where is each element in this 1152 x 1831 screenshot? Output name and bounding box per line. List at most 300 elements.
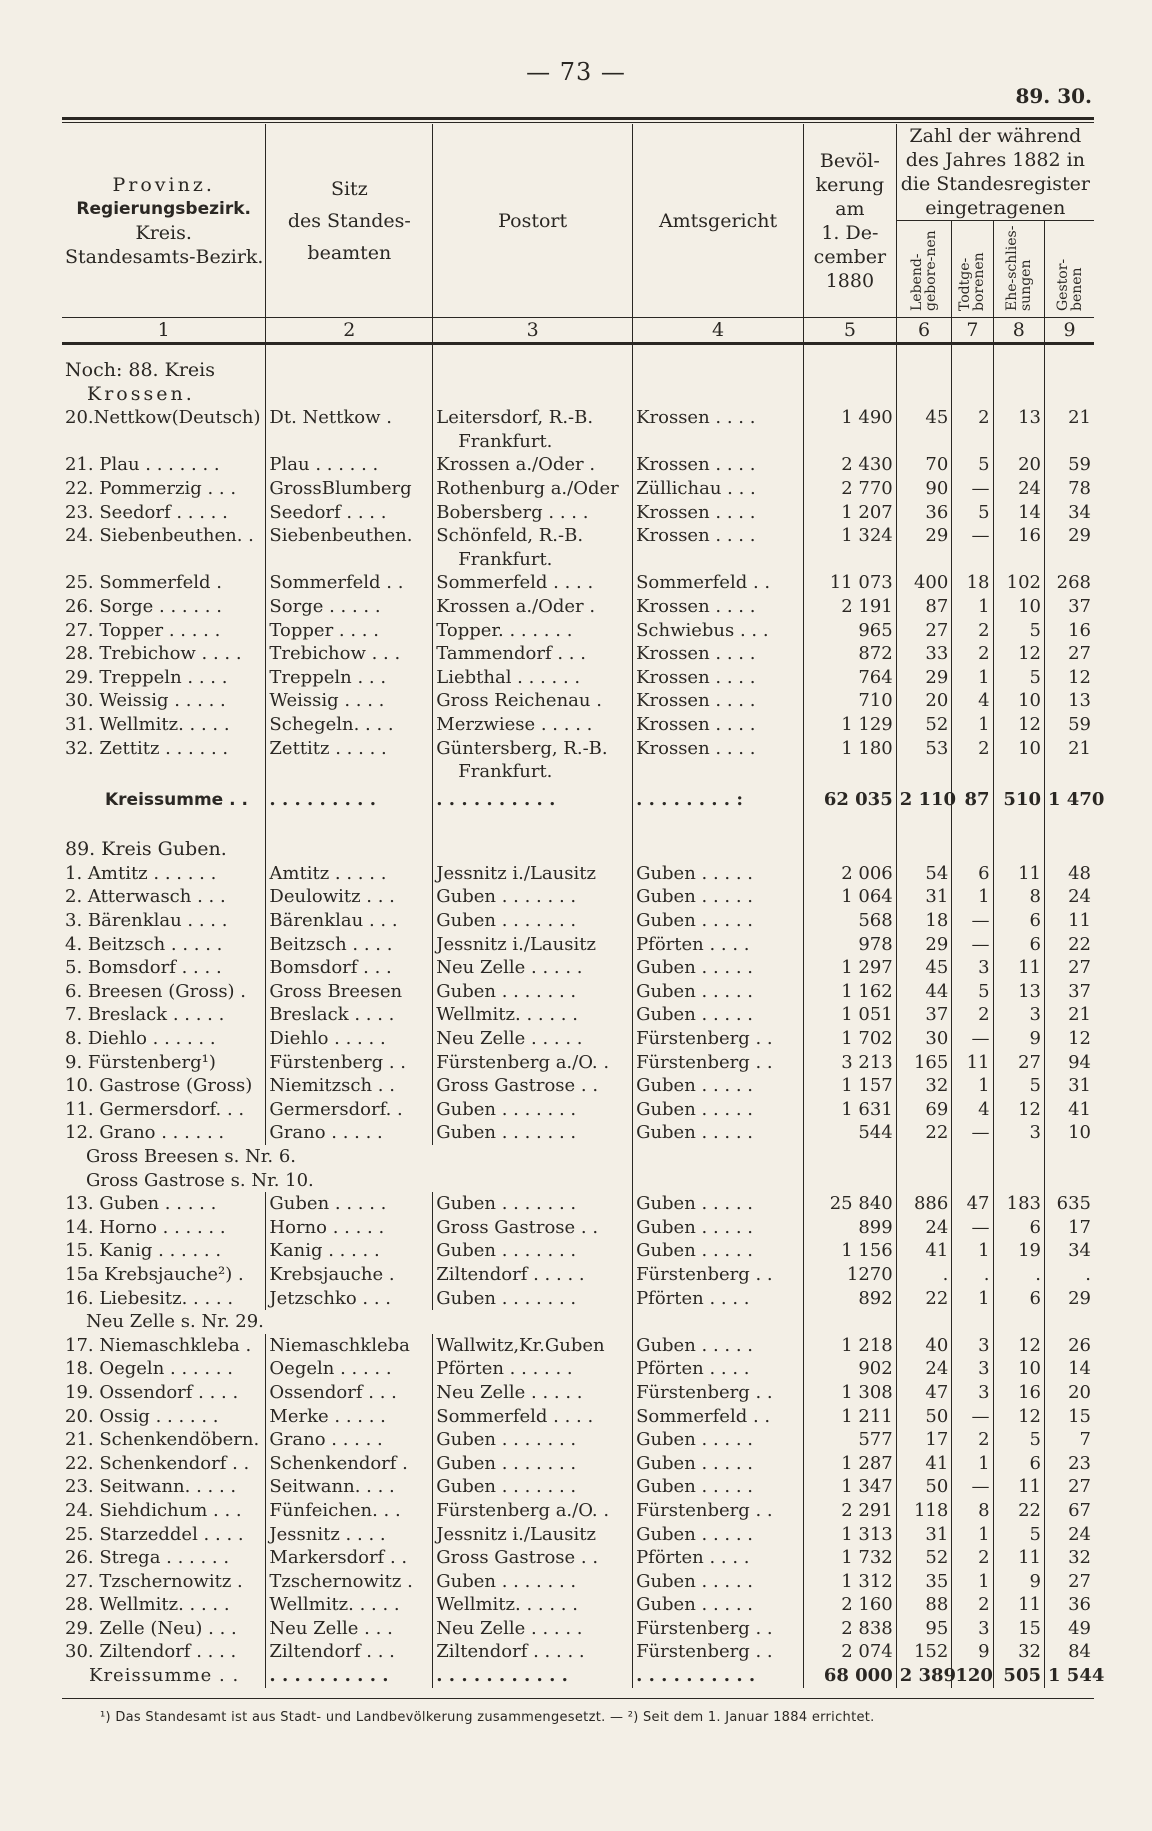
- marriages-cell: 12: [993, 713, 1044, 737]
- standesamt-name: 15a Krebsjauche²) .: [62, 1263, 266, 1287]
- marriages-cell: 102: [993, 571, 1044, 595]
- live-births-cell: 53: [896, 737, 952, 784]
- dot-leader: . . . . . . . . . .: [633, 1664, 804, 1688]
- sitz-cell: Dt. Nettkow .: [266, 406, 433, 453]
- deaths-cell: 17: [1068, 1216, 1091, 1238]
- header-bevoelkerung: Bevöl- kerung am 1. De- cember 1880: [804, 124, 897, 318]
- postort-text: Jessnitz i./Lausitz: [436, 1523, 596, 1545]
- postort-text: Guben . . . . . . .: [436, 1193, 577, 1215]
- live-births-cell: 95: [896, 1617, 952, 1641]
- postort-text: Neu Zelle . . . . .: [436, 957, 583, 979]
- table-row: [62, 689, 1094, 713]
- population-cell: 2 838: [804, 1617, 897, 1641]
- stillbirths-cell: 2: [952, 1003, 993, 1027]
- header-eheschliessungen: Ehe-schlies-sungen: [993, 221, 1044, 318]
- standesamt-name: 24. Siebenbeuthen. .: [62, 524, 266, 571]
- postort-cell: [433, 1098, 633, 1122]
- standesamt-name: 20.Nettkow(Deutsch): [62, 406, 266, 453]
- sitz-cell: Oegeln . . . . .: [266, 1357, 433, 1381]
- amtsgericht-cell: Guben . . . . .: [633, 1428, 804, 1452]
- standesamt-name: 26. Strega . . . . . .: [62, 1546, 266, 1570]
- stillbirths-cell: 1: [952, 1074, 993, 1098]
- table-row: [62, 737, 1094, 784]
- postort-text: Bobersberg . . . .: [436, 501, 589, 523]
- standesamt-name: 6. Breesen (Gross) .: [62, 980, 266, 1004]
- stillbirths-cell: 3: [952, 1357, 993, 1381]
- postort-cell: [433, 571, 633, 595]
- population-cell: 25 840: [804, 1192, 897, 1216]
- stillbirths-cell: 5: [952, 453, 993, 477]
- sitz-cell: Niemitzsch . .: [266, 1074, 433, 1098]
- table-row: [62, 1452, 1094, 1476]
- table-row: [62, 1499, 1094, 1523]
- postort-cell: [433, 1381, 633, 1405]
- amtsgericht-cell: Krossen . . . .: [633, 689, 804, 713]
- live-births-cell: 165: [896, 1051, 952, 1075]
- sitz-cell: Ziltendorf . . .: [266, 1640, 433, 1664]
- live-births-cell: 22: [896, 1121, 952, 1145]
- table-row: [62, 713, 1094, 737]
- sitz-cell: Weissig . . . .: [266, 689, 433, 713]
- standesamt-name: 30. Weissig . . . . .: [62, 689, 266, 713]
- marriages-cell: 12: [993, 1098, 1044, 1122]
- live-births-cell: 41: [896, 1239, 952, 1263]
- standesamt-name: 28. Wellmitz. . . . .: [62, 1593, 266, 1617]
- population-cell: 3 213: [804, 1051, 897, 1075]
- postort-text: Schönfeld, R.-B.: [436, 525, 584, 547]
- table-row: [62, 1428, 1094, 1452]
- empty-cell: [633, 812, 804, 824]
- marriages-cell: 11: [993, 1475, 1044, 1499]
- dot-leader: . . . . . . . . . .: [266, 1664, 433, 1688]
- sitz-cell: Grano . . . . .: [266, 1121, 433, 1145]
- standesamt-name: 31. Wellmitz. . . . .: [62, 713, 266, 737]
- population-cell: 544: [804, 1121, 897, 1145]
- table-row: [62, 1051, 1094, 1075]
- marriages-cell: 10: [993, 1357, 1044, 1381]
- sitz-cell: Trebichow . . .: [266, 642, 433, 666]
- live-births-cell: 69: [896, 1098, 952, 1122]
- postort-text: Guben . . . . . . .: [436, 1476, 577, 1498]
- marriages-cell: 12: [993, 1334, 1044, 1358]
- stillbirths-cell: —: [952, 477, 993, 501]
- sitz-cell: Krebsjauche .: [266, 1263, 433, 1287]
- marriages-cell: 8: [993, 885, 1044, 909]
- postort-text: Guben . . . . . . .: [436, 1429, 577, 1451]
- standesamt-name: 14. Horno . . . . . .: [62, 1216, 266, 1240]
- population-cell: 2 160: [804, 1593, 897, 1617]
- marriages-cell: 13: [993, 406, 1044, 453]
- stillbirths-cell: —: [952, 909, 993, 933]
- dot-leader: . . . . . . . . :: [633, 784, 804, 813]
- stillbirths-cell: 8: [952, 1499, 993, 1523]
- sitz-cell: Zettitz . . . . .: [266, 737, 433, 784]
- section-header: [62, 824, 1094, 862]
- live-births-cell: 886: [896, 1192, 952, 1216]
- amtsgericht-cell: Krossen . . . .: [633, 666, 804, 690]
- marriages-cell: 11: [993, 862, 1044, 886]
- stillbirths-cell: —: [952, 1027, 993, 1051]
- live-births-cell: 33: [896, 642, 952, 666]
- standesamt-name: 2. Atterwasch . . .: [62, 885, 266, 909]
- sitz-cell: Grano . . . . .: [266, 1428, 433, 1452]
- postort-cell: [433, 477, 633, 501]
- postort-cell: [433, 1452, 633, 1476]
- page-reference: 89. 30.: [1015, 84, 1092, 108]
- population-cell: 899: [804, 1216, 897, 1240]
- marriages-cell: 32: [993, 1640, 1044, 1664]
- empty-cell: [804, 824, 897, 862]
- header-lebendgeborene: Lebend-gebore-nen: [896, 221, 952, 318]
- standesamt-name: 27. Tzschernowitz .: [62, 1570, 266, 1594]
- deaths-cell: 94: [1068, 1051, 1091, 1073]
- empty-cell: [433, 1310, 633, 1334]
- table-row: [62, 501, 1094, 525]
- table-row: [62, 1263, 1094, 1287]
- standesamt-name: 3. Bärenklau . . . .: [62, 909, 266, 933]
- marriages-cell: 11: [993, 1593, 1044, 1617]
- table-row: [62, 1074, 1094, 1098]
- standesamt-name: 29. Zelle (Neu) . . .: [62, 1617, 266, 1641]
- postort-cell: [433, 862, 633, 886]
- postort-text: Fürstenberg a./O. .: [436, 1499, 610, 1521]
- sitz-cell: Sorge . . . . .: [266, 595, 433, 619]
- population-cell: 1 051: [804, 1003, 897, 1027]
- standesamt-name: 13. Guben . . . . .: [62, 1192, 266, 1216]
- deaths-cell: 36: [1068, 1594, 1091, 1616]
- section-title-text: 89. Kreis Guben.: [65, 838, 227, 861]
- population-cell: 11 073: [804, 571, 897, 595]
- population-cell: 1 297: [804, 956, 897, 980]
- postort-cell: [433, 1287, 633, 1311]
- standesamt-name: 21. Plau . . . . . . .: [62, 453, 266, 477]
- dot-leader: . . . . . . . . . .: [433, 784, 633, 813]
- sitz-cell: Merke . . . . .: [266, 1405, 433, 1429]
- table-row: [62, 1593, 1094, 1617]
- table-row: [62, 1334, 1094, 1358]
- deaths-cell: 21: [1068, 407, 1091, 429]
- live-births-cell: 31: [896, 885, 952, 909]
- postort-text: Gross Gastrose . .: [436, 1075, 599, 1097]
- empty-cell: [433, 824, 633, 862]
- table-row: [62, 1192, 1094, 1216]
- header-postort: Postort: [433, 124, 633, 318]
- column-number-row: 1 2 3 4 5 6 7 8 9: [62, 318, 1094, 344]
- postort-text: Fürstenberg a./O. .: [436, 1051, 610, 1073]
- marriages-cell: 24: [993, 477, 1044, 501]
- sum-live-births: 2 110: [896, 784, 952, 813]
- section-title: [62, 824, 266, 862]
- marriages-cell: 12: [993, 1405, 1044, 1429]
- postort-text: Wellmitz. . . . . .: [436, 1004, 578, 1026]
- standesamt-name: 20. Ossig . . . . . .: [62, 1405, 266, 1429]
- population-cell: 2 291: [804, 1499, 897, 1523]
- marriages-cell: 16: [993, 524, 1044, 571]
- postort-cell: [433, 1239, 633, 1263]
- standesamt-name: 21. Schenkendöbern.: [62, 1428, 266, 1452]
- population-cell: 1 064: [804, 885, 897, 909]
- amtsgericht-cell: Sommerfeld . .: [633, 1405, 804, 1429]
- standesamt-name: 16. Liebesitz. . . . .: [62, 1287, 266, 1311]
- live-births-cell: 29: [896, 666, 952, 690]
- deaths-cell: 13: [1068, 690, 1091, 712]
- postort-text: Jessnitz i./Lausitz: [436, 933, 596, 955]
- deaths-cell: 34: [1068, 501, 1091, 523]
- sitz-cell: Niemaschkleba: [266, 1334, 433, 1358]
- stillbirths-cell: —: [952, 1121, 993, 1145]
- stillbirths-cell: 4: [952, 1098, 993, 1122]
- sum-live-births: 2 389: [896, 1664, 952, 1688]
- empty-cell: [266, 812, 433, 824]
- live-births-cell: 47: [896, 1381, 952, 1405]
- population-cell: 1 211: [804, 1405, 897, 1429]
- table-row: [62, 980, 1094, 1004]
- live-births-cell: 37: [896, 1003, 952, 1027]
- live-births-cell: 18: [896, 909, 952, 933]
- table-row: [62, 1405, 1094, 1429]
- amtsgericht-cell: Guben . . . . .: [633, 1192, 804, 1216]
- standesamt-name: 12. Grano . . . . . .: [62, 1121, 266, 1145]
- sitz-cell: Breslack . . . .: [266, 1003, 433, 1027]
- deaths-cell: 24: [1068, 1523, 1091, 1545]
- stillbirths-cell: 47: [952, 1192, 993, 1216]
- population-cell: 2 074: [804, 1640, 897, 1664]
- kreissumme-row: [62, 784, 1094, 813]
- section-title-text: Noch: 88. Kreis: [65, 359, 215, 381]
- stillbirths-cell: 11: [952, 1051, 993, 1075]
- amtsgericht-cell: Guben . . . . .: [633, 956, 804, 980]
- population-cell: 568: [804, 909, 897, 933]
- header-amtsgericht: Amtsgericht: [633, 124, 804, 318]
- live-births-cell: 41: [896, 1452, 952, 1476]
- postort-cell: [433, 1546, 633, 1570]
- live-births-cell: 400: [896, 571, 952, 595]
- sitz-cell: Deulowitz . . .: [266, 885, 433, 909]
- live-births-cell: 36: [896, 501, 952, 525]
- empty-cell: [266, 344, 433, 407]
- amtsgericht-cell: Guben . . . . .: [633, 862, 804, 886]
- postort-cell: [433, 1428, 633, 1452]
- stillbirths-cell: —: [952, 1405, 993, 1429]
- standesamt-name: 5. Bomsdorf . . . .: [62, 956, 266, 980]
- postort-cell: [433, 1216, 633, 1240]
- kreissumme-label-text: Kreissumme . .: [105, 789, 248, 810]
- table-row: [62, 595, 1094, 619]
- empty-cell: [993, 344, 1044, 407]
- population-cell: 1 180: [804, 737, 897, 784]
- postort-text: Guben . . . . . . .: [436, 1570, 577, 1592]
- sitz-cell: Jessnitz . . . .: [266, 1523, 433, 1547]
- table-row: [62, 453, 1094, 477]
- sitz-cell: Markersdorf . .: [266, 1546, 433, 1570]
- sitz-cell: Neu Zelle . . .: [266, 1617, 433, 1641]
- table-row: [62, 1239, 1094, 1263]
- standesamt-name: 24. Siehdichum . . .: [62, 1499, 266, 1523]
- marriages-cell: 14: [993, 501, 1044, 525]
- standesamt-name: 26. Sorge . . . . . .: [62, 595, 266, 619]
- empty-cell: [804, 344, 897, 407]
- dot-leader: . . . . . . . . . . .: [433, 1664, 633, 1688]
- postort-cell: [433, 595, 633, 619]
- postort-cell: [433, 1003, 633, 1027]
- live-births-cell: 30: [896, 1027, 952, 1051]
- standesamt-name: 9. Fürstenberg¹): [62, 1051, 266, 1075]
- empty-cell: [804, 1145, 897, 1169]
- postort-text: Guben . . . . . . .: [436, 1452, 577, 1474]
- population-cell: 1 129: [804, 713, 897, 737]
- sitz-cell: Horno . . . . .: [266, 1216, 433, 1240]
- population-cell: 978: [804, 933, 897, 957]
- sitz-cell: Seedorf . . . .: [266, 501, 433, 525]
- stillbirths-cell: .: [952, 1263, 993, 1287]
- table-row: [62, 909, 1094, 933]
- live-births-cell: 20: [896, 689, 952, 713]
- empty-cell: [952, 1169, 993, 1193]
- deaths-cell: 37: [1068, 595, 1091, 617]
- deaths-cell: 31: [1068, 1075, 1091, 1097]
- amtsgericht-cell: Guben . . . . .: [633, 1074, 804, 1098]
- table-row: [62, 1546, 1094, 1570]
- stillbirths-cell: 3: [952, 956, 993, 980]
- sitz-cell: Schegeln. . . .: [266, 713, 433, 737]
- stillbirths-cell: 2: [952, 406, 993, 453]
- deaths-cell: .: [1085, 1263, 1091, 1285]
- amtsgericht-cell: Schwiebus . . .: [633, 619, 804, 643]
- empty-cell: [952, 1145, 993, 1169]
- section-subtitle: Krossen.: [87, 382, 195, 405]
- sitz-cell: Gross Breesen: [266, 980, 433, 1004]
- empty-cell: [633, 1169, 804, 1193]
- population-cell: 1 156: [804, 1239, 897, 1263]
- live-births-cell: 45: [896, 956, 952, 980]
- population-cell: 965: [804, 619, 897, 643]
- marriages-cell: 6: [993, 1216, 1044, 1240]
- header-todtgeborene: Todtge-borenen: [952, 221, 993, 318]
- stillbirths-cell: 5: [952, 980, 993, 1004]
- postort-cell: [433, 1357, 633, 1381]
- postort-cell: [433, 1570, 633, 1594]
- stillbirths-cell: 1: [952, 1452, 993, 1476]
- amtsgericht-cell: Guben . . . . .: [633, 1452, 804, 1476]
- table-row: [62, 1098, 1094, 1122]
- live-births-cell: 17: [896, 1428, 952, 1452]
- population-cell: 1 207: [804, 501, 897, 525]
- deaths-cell: 29: [1068, 525, 1091, 547]
- deaths-cell: 268: [1056, 572, 1091, 594]
- postort-cell: [433, 666, 633, 690]
- table-row: [62, 1570, 1094, 1594]
- empty-cell: [804, 1310, 897, 1334]
- stillbirths-cell: 1: [952, 713, 993, 737]
- header-gestorbene: Gestor-benen: [1054, 258, 1085, 311]
- standesamt-name: 17. Niemaschkleba .: [62, 1334, 266, 1358]
- marriages-cell: 3: [993, 1003, 1044, 1027]
- postort-cell: [433, 1192, 633, 1216]
- empty-cell: [1045, 1169, 1095, 1193]
- deaths-cell: 14: [1068, 1358, 1091, 1380]
- population-cell: 1 490: [804, 406, 897, 453]
- stillbirths-cell: 2: [952, 1546, 993, 1570]
- standesamt-name: 32. Zettitz . . . . . .: [62, 737, 266, 784]
- footnote: ¹) Das Standesamt ist aus Stadt- und Landbevölkerung zusammengesetzt. — ²) Seit dem 1. Januar 1884 errichtet.: [100, 1710, 875, 1725]
- deaths-cell: 21: [1068, 1004, 1091, 1026]
- amtsgericht-cell: Fürstenberg . .: [633, 1263, 804, 1287]
- cross-reference-note: Gross Gastrose s. Nr. 10.: [86, 1169, 314, 1191]
- live-births-cell: 35: [896, 1570, 952, 1594]
- table-row: [62, 406, 1094, 453]
- stillbirths-cell: 2: [952, 737, 993, 784]
- postort-cell: [433, 980, 633, 1004]
- empty-cell: [952, 812, 993, 824]
- table-row: [62, 666, 1094, 690]
- empty-cell: [1045, 824, 1095, 862]
- deaths-cell: 21: [1068, 737, 1091, 759]
- amtsgericht-cell: Guben . . . . .: [633, 1239, 804, 1263]
- deaths-cell: 84: [1068, 1641, 1091, 1663]
- empty-cell: [952, 824, 993, 862]
- population-cell: 2 430: [804, 453, 897, 477]
- sum-population: 68 000: [804, 1664, 897, 1688]
- postort-continuation: Frankfurt.: [458, 761, 553, 783]
- marriages-cell: 10: [993, 737, 1044, 784]
- amtsgericht-cell: Fürstenberg . .: [633, 1381, 804, 1405]
- standesamt-name: 18. Oegeln . . . . . .: [62, 1357, 266, 1381]
- postort-cell: [433, 1074, 633, 1098]
- deaths-cell: 635: [1056, 1193, 1091, 1215]
- sitz-cell: GrossBlumberg: [266, 477, 433, 501]
- population-cell: 2 770: [804, 477, 897, 501]
- standesamt-name: 4. Beitzsch . . . . .: [62, 933, 266, 957]
- empty-cell: [993, 812, 1044, 824]
- postort-text: Wallwitz,Kr.Guben: [436, 1334, 605, 1356]
- deaths-cell: 11: [1068, 910, 1091, 932]
- table-row: [62, 1121, 1094, 1145]
- marriages-cell: 5: [993, 1428, 1044, 1452]
- amtsgericht-cell: Guben . . . . .: [633, 1570, 804, 1594]
- amtsgericht-cell: Krossen . . . .: [633, 737, 804, 784]
- stillbirths-cell: 9: [952, 1640, 993, 1664]
- live-births-cell: 54: [896, 862, 952, 886]
- postort-text: Gross Gastrose . .: [436, 1216, 599, 1238]
- standesamt-name: 7. Breslack . . . . .: [62, 1003, 266, 1027]
- empty-cell: [633, 1145, 804, 1169]
- standesamt-name: 23. Seedorf . . . . .: [62, 501, 266, 525]
- postort-cell: [433, 737, 633, 784]
- sitz-cell: Plau . . . . . .: [266, 453, 433, 477]
- marriages-cell: 20: [993, 453, 1044, 477]
- kreissumme-label: [62, 1664, 266, 1688]
- postort-text: Guben . . . . . . .: [436, 1122, 577, 1144]
- marriages-cell: 6: [993, 933, 1044, 957]
- postort-text: Gross Reichenau .: [436, 690, 602, 712]
- postort-text: Neu Zelle . . . . .: [436, 1028, 583, 1050]
- amtsgericht-cell: Guben . . . . .: [633, 1523, 804, 1547]
- sitz-cell: Beitzsch . . . .: [266, 933, 433, 957]
- postort-cell: [433, 1475, 633, 1499]
- empty-cell: [1045, 344, 1095, 407]
- postort-cell: [433, 933, 633, 957]
- table-row: [62, 1523, 1094, 1547]
- postort-continuation: Frankfurt.: [458, 548, 553, 570]
- postort-text: Gross Gastrose . .: [436, 1547, 599, 1569]
- empty-cell: [266, 824, 433, 862]
- postort-cell: [433, 1121, 633, 1145]
- amtsgericht-cell: Krossen . . . .: [633, 524, 804, 571]
- dot-leader: . . . . . . . . .: [266, 784, 433, 813]
- sitz-cell: Seitwann. . . .: [266, 1475, 433, 1499]
- sitz-cell: Bärenklau . . .: [266, 909, 433, 933]
- sitz-cell: Topper . . . .: [266, 619, 433, 643]
